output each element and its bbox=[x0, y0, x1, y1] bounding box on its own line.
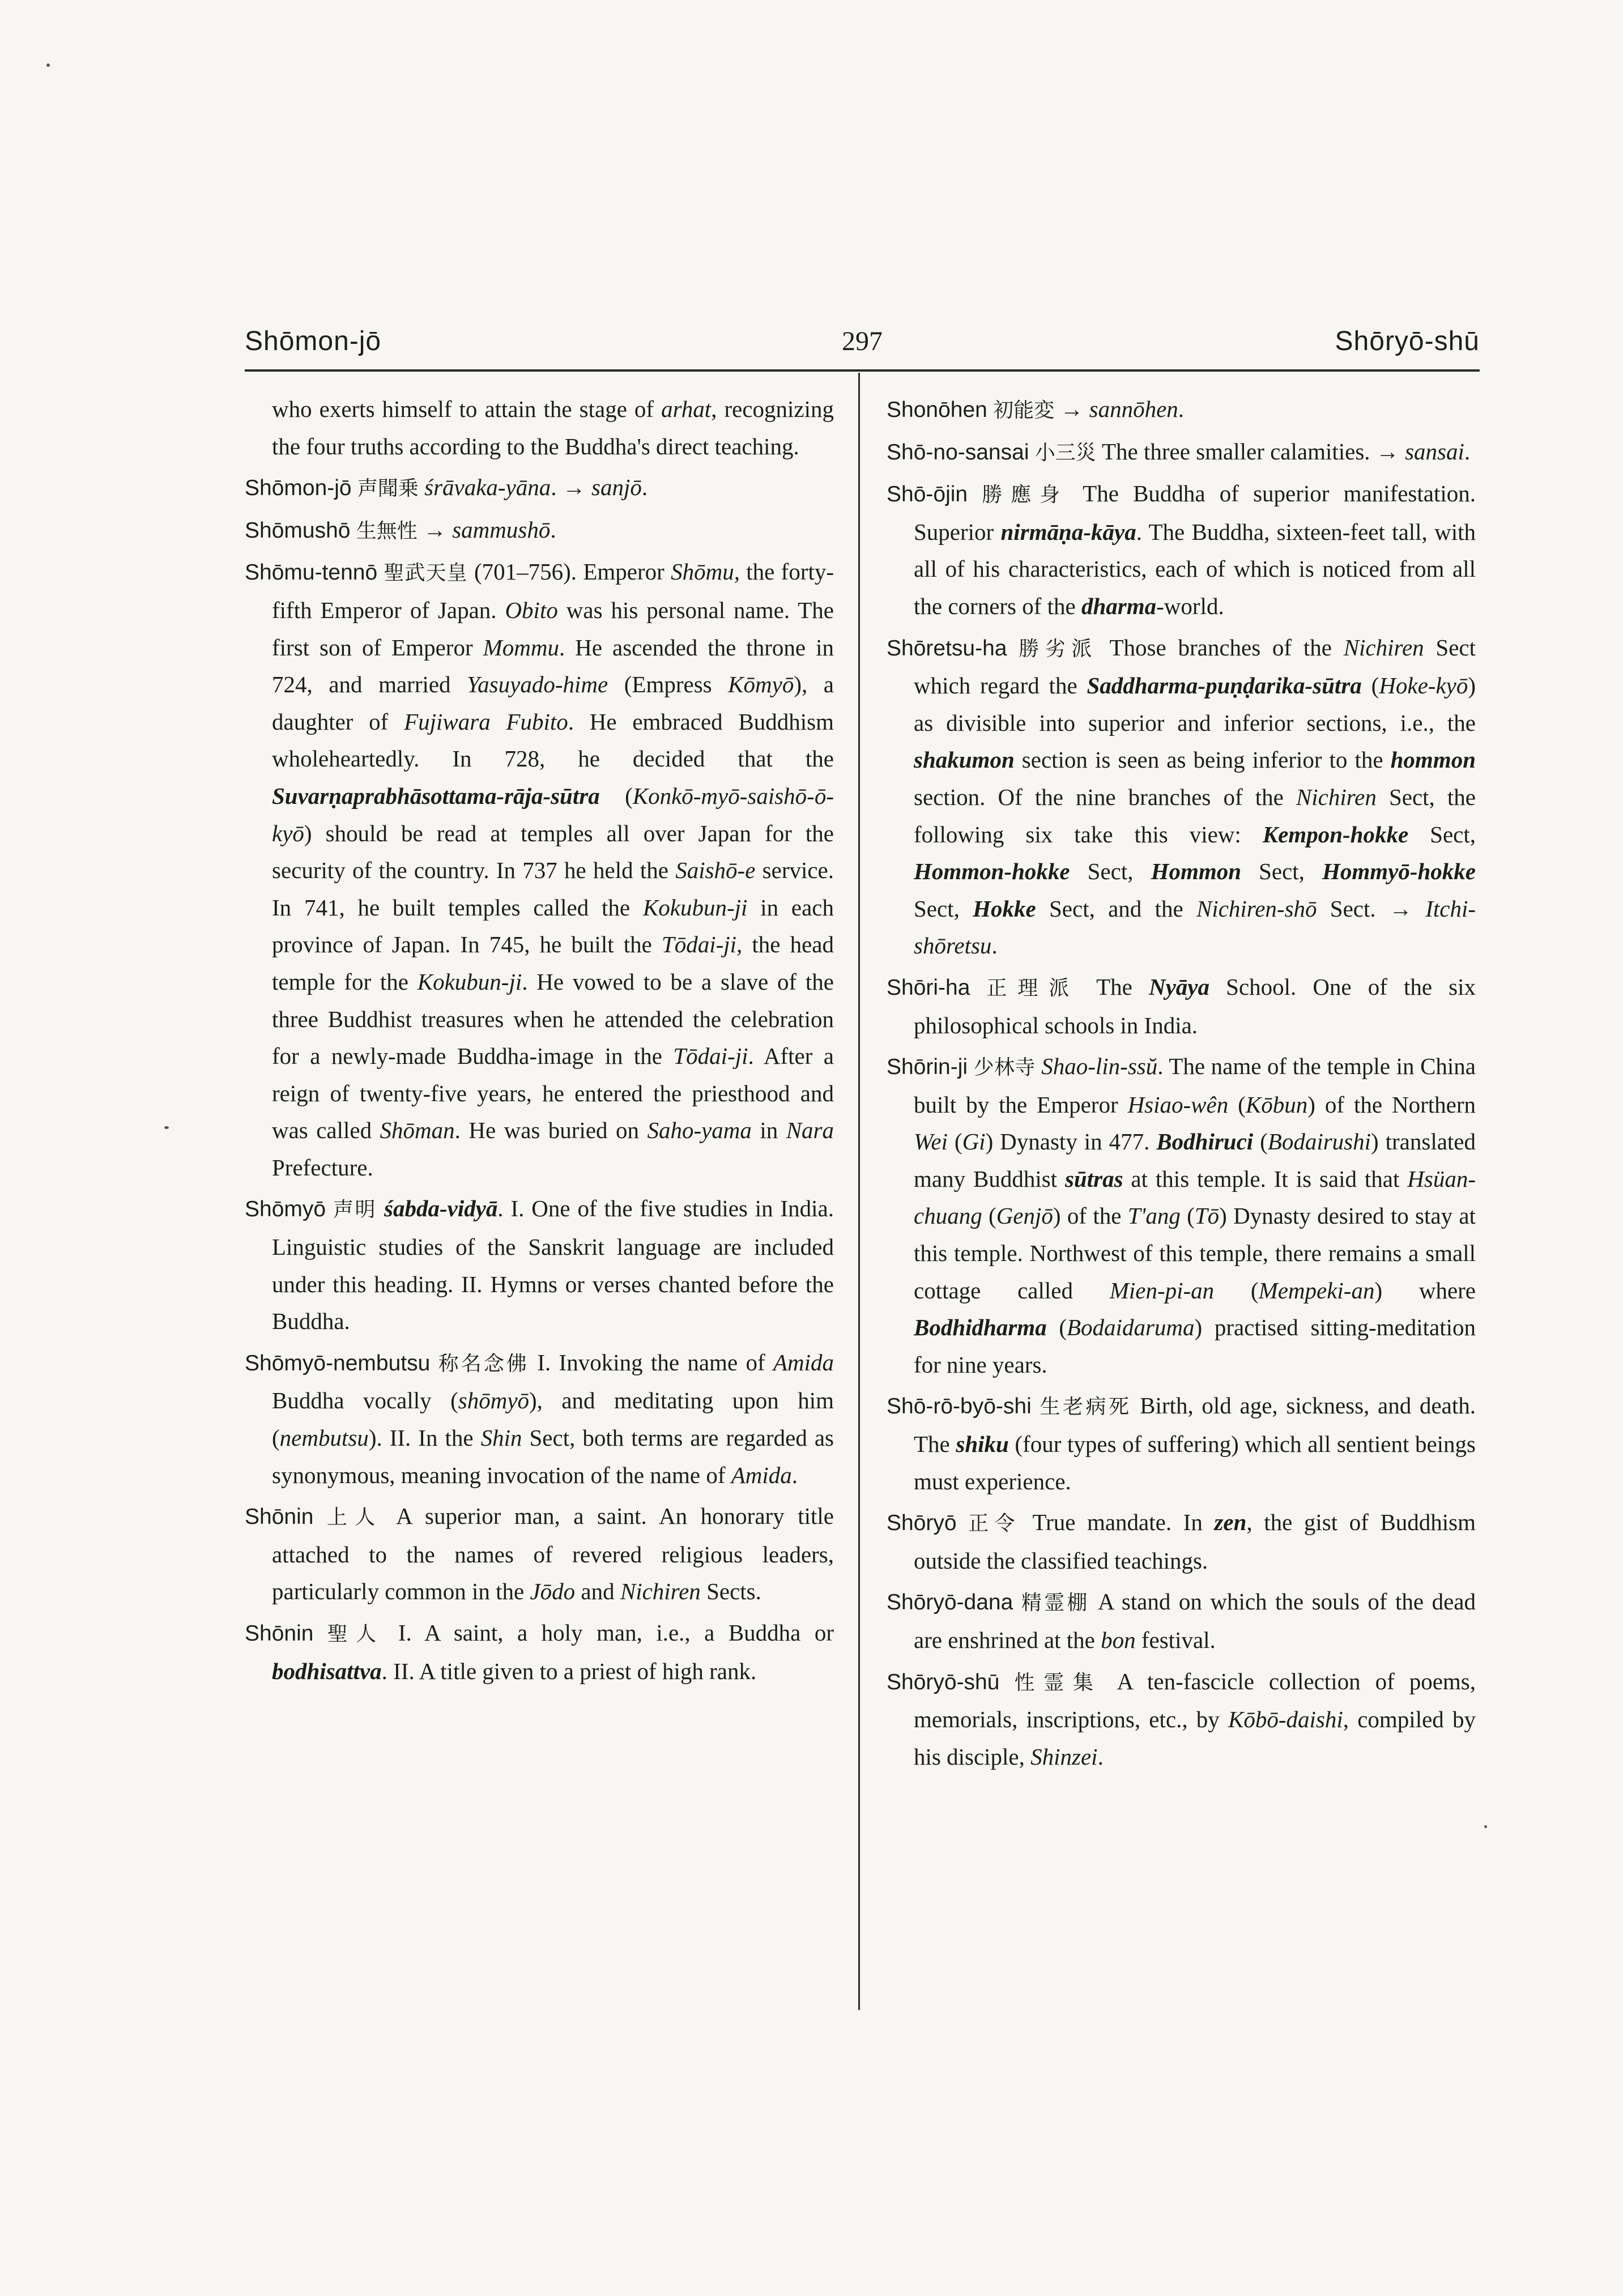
italic-term: Suvarṇaprabhāsottama-rāja-sūtra bbox=[272, 782, 600, 809]
italic-term: Bodhidharma bbox=[914, 1314, 1047, 1341]
italic-term: Tōdai-ji bbox=[673, 1043, 748, 1070]
italic-term: Hokke bbox=[973, 895, 1036, 922]
entry-headword: Shōryō bbox=[887, 1511, 957, 1536]
text-run: ( bbox=[1361, 672, 1379, 699]
italic-term: Saddharma-puṇḍarika-sūtra bbox=[1087, 672, 1362, 699]
italic-term: Wei bbox=[914, 1128, 948, 1155]
italic-term: Tō bbox=[1194, 1203, 1220, 1229]
italic-term: śabda-vidyā bbox=[384, 1195, 498, 1222]
text-run: ) of the bbox=[1053, 1203, 1128, 1229]
entry-kanji: 勝劣派 bbox=[1019, 637, 1098, 661]
text-run: . The Buddha, sixteen-feet tall, with all of his characteristics, each of which is noticed from all the corners of the bbox=[914, 518, 1476, 619]
text-run: (Empress bbox=[608, 671, 729, 698]
text-run: Birth, old age, sickness, and death. The bbox=[914, 1392, 1476, 1458]
entry-kanji: 性霊集 bbox=[1014, 1671, 1102, 1694]
entry-headword: Shōmu-tennō bbox=[245, 560, 378, 585]
dictionary-entry bbox=[887, 1048, 1476, 1383]
text-run: ). II. In the bbox=[368, 1425, 481, 1451]
dictionary-entry bbox=[245, 1344, 834, 1494]
text-run: → bbox=[1060, 396, 1089, 422]
text-run: Sect which regard the bbox=[914, 634, 1476, 699]
italic-term: Gi bbox=[962, 1128, 986, 1155]
italic-term: Shōmu, bbox=[671, 559, 740, 585]
italic-term: sammushō bbox=[452, 516, 551, 543]
dictionary-entry bbox=[245, 469, 834, 508]
italic-term: Tōdai-ji, bbox=[661, 931, 743, 958]
italic-term: Nyāya bbox=[1148, 973, 1209, 1000]
header-first-entry: Shōmon-jō bbox=[245, 326, 382, 356]
text-run: (four types of suffering) which all sentient beings must experience. bbox=[914, 1431, 1476, 1494]
italic-term: Bodhiruci bbox=[1156, 1128, 1254, 1155]
text-run: ) where bbox=[1374, 1277, 1476, 1304]
text-run: ( bbox=[1046, 1314, 1067, 1341]
running-header bbox=[245, 326, 1480, 365]
text-run: , compiled by his disciple, bbox=[914, 1706, 1476, 1770]
italic-term: Obito bbox=[505, 597, 558, 623]
text-run: ( bbox=[599, 782, 633, 809]
italic-term: bon bbox=[1101, 1627, 1136, 1653]
text-run: → bbox=[423, 516, 453, 543]
entry-kanji: 生老病死 bbox=[1040, 1395, 1132, 1419]
text-run: The three smaller calamities. → bbox=[1102, 438, 1405, 465]
entry-kanji: 初能変 bbox=[993, 399, 1055, 422]
italic-term: Itchi-shōretsu bbox=[914, 895, 1476, 959]
italic-term: Hommon bbox=[1151, 858, 1242, 885]
text-run: A superior man, a saint. An honorary title attached to the names of revered religious leaders, particularly common in the bbox=[272, 1503, 834, 1605]
text-run: The bbox=[1096, 973, 1149, 1000]
italic-term: Nara bbox=[786, 1117, 834, 1144]
text-run: Prefecture. bbox=[272, 1154, 373, 1181]
text-run: ( bbox=[1214, 1277, 1259, 1304]
dictionary-entry bbox=[887, 433, 1476, 472]
text-run: ) should be read at temples all over Japan for the security of the country. In 737 he held the bbox=[272, 820, 834, 884]
italic-term: sūtras bbox=[1064, 1165, 1123, 1192]
entry-headword: Shōmyō bbox=[245, 1197, 326, 1222]
italic-term: Bodaidaruma bbox=[1067, 1314, 1195, 1341]
text-run: in bbox=[751, 1117, 786, 1144]
dictionary-entry bbox=[887, 1663, 1476, 1776]
text-run: I. Invoking the name of bbox=[537, 1349, 773, 1375]
text-run: . bbox=[1464, 438, 1471, 465]
italic-term: Kōbun bbox=[1245, 1091, 1308, 1118]
italic-term: Kokubun-ji bbox=[642, 894, 748, 921]
italic-term: Amida bbox=[731, 1462, 792, 1488]
italic-term: Hsiao-wên bbox=[1127, 1091, 1229, 1118]
entry-headword: Shōrin-ji bbox=[887, 1055, 968, 1080]
italic-term: Nichiren bbox=[1343, 634, 1424, 661]
text-run: ) of the Northern bbox=[1307, 1091, 1476, 1118]
text-run: section is seen as being inferior to the bbox=[1014, 747, 1391, 773]
text-run: Sect, bbox=[914, 895, 973, 922]
entry-kanji: 声聞乗 bbox=[357, 477, 419, 501]
entry-headword: Shōryō-shū bbox=[887, 1669, 1000, 1694]
italic-term: Kōbō-daishi bbox=[1228, 1706, 1343, 1733]
entry-kanji: 正令 bbox=[968, 1512, 1021, 1536]
italic-term: Konkō-myō-saishō-ō-kyō bbox=[272, 782, 834, 846]
italic-term: Nichiren bbox=[620, 1578, 701, 1605]
dictionary-entry bbox=[245, 1615, 834, 1690]
text-run: . bbox=[1097, 1743, 1104, 1770]
dictionary-entry bbox=[245, 553, 834, 1186]
italic-term: Jōdo bbox=[530, 1578, 576, 1605]
italic-term: Kōmyō bbox=[728, 671, 794, 698]
text-run: . He embraced Buddhism wholeheartedly. In 728, he decided that the bbox=[272, 708, 834, 772]
text-run: The Buddha of superior manifestation. Superior bbox=[914, 480, 1476, 545]
text-run: . He vowed to be a slave of the three Buddhist treasures when he attended the celebration for a newly-made Buddha-image in the bbox=[272, 968, 834, 1070]
text-run: , the gist of Buddhism outside the classified teachings. bbox=[914, 1509, 1476, 1574]
italic-term: Nichiren bbox=[1296, 783, 1377, 810]
italic-term: Mien-pi-an bbox=[1109, 1277, 1215, 1304]
text-run: . bbox=[641, 474, 648, 501]
italic-term: Hommon-hokke bbox=[914, 858, 1070, 885]
text-run: ) Dynasty desired to stay at this temple. Northwest of this temple, there remains a small cottage called bbox=[914, 1203, 1476, 1304]
entry-headword: Shōretsu-ha bbox=[887, 636, 1007, 661]
entry-kanji: 声明 bbox=[333, 1198, 377, 1222]
italic-term: Hsüan-chuang bbox=[914, 1165, 1476, 1229]
italic-term: śrāvaka-yāna bbox=[424, 474, 551, 501]
text-run: I. A saint, a holy man, i.e., a Buddha or bbox=[398, 1620, 834, 1646]
text-run: . II. A title given to a priest of high rank. bbox=[381, 1658, 757, 1684]
text-run: , recognizing the four truths according to the Buddha's direct teaching. bbox=[272, 396, 834, 459]
italic-term: shiku bbox=[956, 1431, 1009, 1458]
page-number: 297 bbox=[842, 326, 883, 356]
entry-kanji: 正理派 bbox=[986, 976, 1080, 1000]
italic-term: Nichiren-shō bbox=[1196, 895, 1317, 922]
entry-kanji: 少林寺 bbox=[973, 1056, 1036, 1080]
italic-term: sannōhen bbox=[1089, 396, 1178, 422]
text-run: ( bbox=[1228, 1091, 1246, 1118]
text-run: . → bbox=[551, 474, 592, 501]
text-run: was his personal name. The first son of Emperor bbox=[272, 597, 834, 661]
italic-term: Mempeki-an bbox=[1258, 1277, 1375, 1304]
text-run: . bbox=[1178, 396, 1185, 422]
entry-kanji: 生無性 bbox=[356, 519, 418, 543]
right-column bbox=[887, 391, 1476, 1779]
italic-term: nirmāṇa-kāya bbox=[1000, 518, 1136, 545]
italic-term: Hommyō-hokke bbox=[1322, 858, 1476, 885]
text-run: . bbox=[791, 1462, 798, 1488]
text-run: ( bbox=[1253, 1128, 1268, 1155]
italic-term: zen bbox=[1214, 1509, 1247, 1536]
italic-term: Kempon-hokke bbox=[1262, 821, 1409, 847]
entry-headword: Shō-ōjin bbox=[887, 482, 968, 507]
text-run: ), and meditating upon him ( bbox=[272, 1387, 834, 1451]
entry-headword: Shōmyō-nembutsu bbox=[245, 1351, 431, 1375]
text-run: -world. bbox=[1156, 593, 1224, 619]
dictionary-entry bbox=[245, 512, 834, 550]
text-run: (701–756). Emperor bbox=[474, 559, 671, 585]
entry-kanji: 精霊棚 bbox=[1021, 1591, 1090, 1615]
italic-term: Kokubun-ji bbox=[417, 968, 522, 995]
entry-kanji: 勝應身 bbox=[982, 483, 1068, 507]
text-run: . The name of the temple in China built by the Emperor bbox=[914, 1053, 1476, 1118]
scan-speck bbox=[46, 63, 50, 67]
italic-term: arhat bbox=[661, 396, 712, 422]
text-run: True mandate. In bbox=[1032, 1509, 1215, 1536]
entry-headword: Shōnin bbox=[245, 1621, 314, 1646]
text-run: . After a reign of twenty-five years, he entered the priesthood and was called bbox=[272, 1043, 834, 1144]
text-run: and bbox=[575, 1578, 620, 1605]
text-run: in each province of Japan. In 745, he built the bbox=[272, 894, 834, 958]
entry-kanji: 称名念佛 bbox=[438, 1352, 529, 1375]
left-column bbox=[245, 391, 834, 1694]
text-run: ) translated many Buddhist bbox=[914, 1128, 1476, 1192]
italic-term: Mommu bbox=[483, 634, 559, 661]
text-run: the forty-fifth Emperor of Japan. bbox=[272, 559, 834, 623]
entry-headword: Shōryō-dana bbox=[887, 1590, 1013, 1615]
dictionary-entry bbox=[887, 969, 1476, 1044]
dictionary-entry bbox=[887, 391, 1476, 429]
text-run: Those branches of the bbox=[1109, 634, 1344, 661]
italic-term: hommon bbox=[1390, 747, 1476, 773]
continued-entry bbox=[245, 391, 834, 465]
dictionary-entry bbox=[887, 1583, 1476, 1659]
italic-term: nembutsu bbox=[279, 1425, 369, 1451]
entry-headword: Shōmon-jō bbox=[245, 476, 352, 501]
text-run: Sects. bbox=[700, 1578, 761, 1605]
text-run: Sect, bbox=[1241, 858, 1322, 885]
italic-term: Yasuyado-hime bbox=[467, 671, 608, 698]
italic-term: shakumon bbox=[914, 747, 1015, 773]
right-entries bbox=[887, 391, 1476, 1775]
text-run: A ten-fascicle collection of poems, memorials, inscriptions, etc., by bbox=[914, 1668, 1476, 1733]
scan-speck bbox=[164, 1126, 169, 1129]
italic-term: Saishō-e bbox=[675, 857, 756, 884]
text-run: service. In 741, he built temples called the bbox=[272, 857, 834, 921]
italic-term: Shao-lin-ssŭ bbox=[1041, 1053, 1158, 1080]
text-run: section. Of the nine branches of the bbox=[914, 783, 1296, 810]
italic-term: Genjō bbox=[996, 1203, 1053, 1229]
column-divider bbox=[858, 373, 860, 2010]
text-run: Sect, and the bbox=[1036, 895, 1196, 922]
text-run: ( bbox=[982, 1203, 996, 1229]
header-last-entry: Shōryō-shū bbox=[1335, 326, 1480, 356]
entry-kanji: 聖武天皇 bbox=[384, 561, 468, 585]
italic-term: sanjō bbox=[591, 474, 642, 501]
italic-term: dharma bbox=[1081, 593, 1157, 619]
italic-term: shōmyō bbox=[458, 1387, 530, 1414]
text-run: . bbox=[991, 932, 998, 959]
entry-headword: Shōmushō bbox=[245, 518, 351, 543]
text-run: who exerts himself to attain the stage of bbox=[272, 396, 662, 422]
entry-kanji: 小三災 bbox=[1034, 441, 1096, 465]
italic-term: Shōman bbox=[380, 1117, 455, 1144]
text-run: . I. One of the five studies in India. Linguistic studies of the Sanskrit language are included under this heading. II. Hymns or verses chanted before the Buddha. bbox=[272, 1195, 834, 1335]
dictionary-entry bbox=[887, 1504, 1476, 1579]
text-run: ( bbox=[1180, 1203, 1195, 1229]
dictionary-entry bbox=[245, 1190, 834, 1340]
entry-kanji: 聖人 bbox=[327, 1622, 385, 1646]
entry-headword: Shōnin bbox=[245, 1505, 314, 1530]
italic-term: Shinzei bbox=[1030, 1743, 1098, 1770]
text-run: Sect, bbox=[1070, 858, 1151, 885]
entry-kanji: 上人 bbox=[326, 1506, 383, 1530]
entry-headword: Shonōhen bbox=[887, 398, 987, 422]
text-run: A stand on which the souls of the dead are enshrined at the bbox=[914, 1588, 1476, 1653]
text-run: Sect. → bbox=[1317, 895, 1426, 922]
italic-term: Amida bbox=[773, 1349, 834, 1375]
dictionary-entry bbox=[887, 475, 1476, 625]
text-run: Buddha vocally ( bbox=[272, 1387, 458, 1414]
entry-headword: Shō-rō-byō-shi bbox=[887, 1394, 1032, 1419]
italic-term: bodhisattva bbox=[272, 1658, 382, 1684]
text-run: School. One of the six philosophical schools in India. bbox=[914, 973, 1476, 1038]
text-run: festival. bbox=[1135, 1627, 1216, 1653]
dictionary-entry bbox=[887, 1387, 1476, 1500]
italic-term: Shin bbox=[480, 1425, 522, 1451]
left-entries bbox=[245, 469, 834, 1690]
italic-term: Fujiwara Fubito bbox=[404, 708, 568, 735]
text-run: the head temple for the bbox=[272, 931, 834, 995]
text-run: ) Dynasty in 477. bbox=[985, 1128, 1157, 1155]
text-run: ), a daughter of bbox=[272, 671, 834, 735]
scan-speck bbox=[1484, 1825, 1487, 1828]
italic-term: sansai bbox=[1405, 438, 1464, 465]
text-run: ) practised sitting-meditation for nine years. bbox=[914, 1314, 1476, 1378]
text-run: Sect, bbox=[1408, 821, 1476, 847]
dictionary-entry bbox=[245, 1498, 834, 1611]
entry-headword: Shō-no-sansai bbox=[887, 440, 1029, 465]
text-run: ) as divisible into superior and inferior sections, i.e., the bbox=[914, 672, 1476, 736]
text-run: at this temple. It is said that bbox=[1123, 1165, 1408, 1192]
italic-term: Bodairushi bbox=[1267, 1128, 1371, 1155]
text-run: . bbox=[550, 516, 556, 543]
italic-term: Saho-yama bbox=[647, 1117, 752, 1144]
italic-term: T'ang bbox=[1127, 1203, 1181, 1229]
text-run: Sect, both terms are regarded as synonymous, meaning invocation of the name of bbox=[272, 1425, 834, 1488]
text-run: . He was buried on bbox=[454, 1117, 648, 1144]
header-rule bbox=[245, 369, 1480, 372]
dictionary-entry bbox=[887, 629, 1476, 965]
entry-headword: Shōri-ha bbox=[887, 975, 970, 1000]
italic-term: Hoke-kyō bbox=[1379, 672, 1468, 699]
text-run: ( bbox=[947, 1128, 962, 1155]
text-run: Sect, the following six take this view: bbox=[914, 783, 1476, 847]
text-run: . He ascended the throne in 724, and married bbox=[272, 634, 834, 698]
